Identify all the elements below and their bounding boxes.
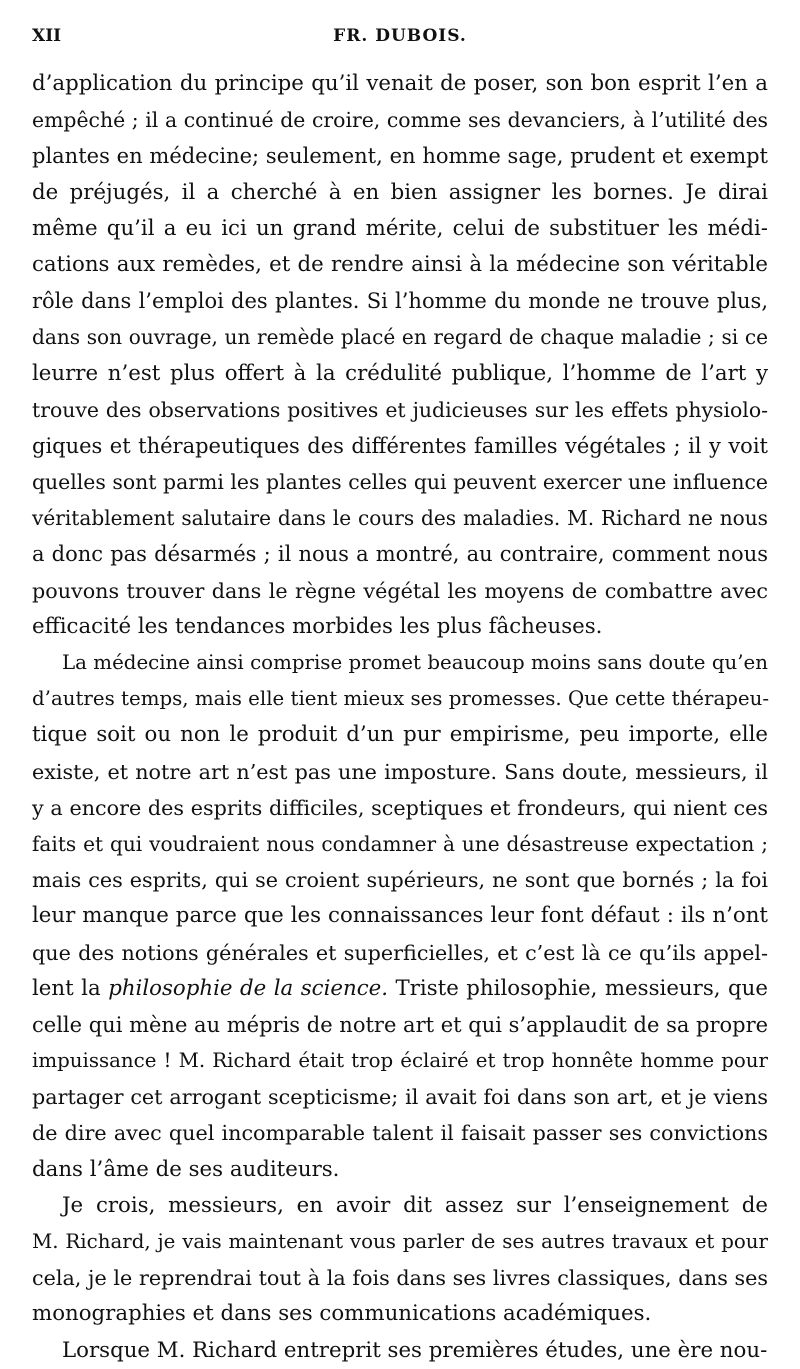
text-line: quelles sont parmi les plantes celles qui peuvent exercer une influence (32, 470, 768, 495)
text-line: plantes en médecine; seulement, en homme sage, prudent et exempt (32, 144, 768, 169)
text-line: partager cet arrogant scepticisme; il avait foi dans son art, et je viens (32, 1085, 768, 1110)
text-line: impuissance ! M. Richard était trop éclairé et trop honnête homme pour (32, 1049, 768, 1073)
text-line: existe, et notre art n’est pas une imposture. Sans doute, messieurs, il (32, 759, 768, 784)
text-line: leur manque parce que les connaissances leur font défaut : ils n’ont (32, 903, 768, 929)
text-line: giques et thérapeutiques des différentes familles végétales ; il y voit (32, 433, 768, 458)
text-line: leurre n’est plus offert à la crédulité publique, l’homme de l’art y (32, 360, 768, 386)
page-number: XII (32, 26, 62, 46)
running-header (32, 26, 768, 50)
text-line: tique soit ou non le produit d’un pur empirisme, peu importe, elle (32, 722, 768, 748)
text-line: de préjugés, il a cherché à en bien assigner les bornes. Je dirai (32, 179, 768, 205)
text-line: rôle dans l’emploi des plantes. Si l’homme du monde ne trouve plus, (32, 289, 768, 314)
text-line: d’application du principe qu’il venait de poser, son bon esprit l’en a (32, 71, 768, 96)
text-line: de dire avec quel incomparable talent il faisait passer ses convictions (32, 1121, 768, 1146)
text-line: a donc pas désarmés ; il nous a montré, au contraire, comment nous (32, 542, 768, 567)
text-line (32, 971, 768, 1007)
text-line: dans l’âme de ses auditeurs. (32, 1156, 340, 1182)
text-line: trouve des observations positives et judicieuses sur les effets physiolo- (32, 397, 768, 422)
text-line: Lorsque M. Richard entreprit ses premières études, une ère nou- (62, 1337, 768, 1363)
text-line: empêché ; il a continué de croire, comme ses devanciers, à l’utilité des (32, 108, 768, 133)
text-line: celle qui mène au mépris de notre art et qui s’applaudit de sa propre (32, 1012, 769, 1037)
text-line: pouvons trouver dans le règne végétal les moyens de combattre avec (32, 578, 768, 603)
text-line: monographies et dans ses communications académiques. (32, 1301, 652, 1327)
text-line: dans son ouvrage, un remède placé en regard de chaque maladie ; si ce (32, 325, 768, 350)
text-line: cations aux remèdes, et de rendre ainsi à la médecine son véritable (32, 251, 768, 277)
text-line: y a encore des esprits difficiles, sceptiques et frondeurs, qui nient ces (32, 795, 768, 820)
text-run: Triste philosophie, messieurs, que (388, 975, 768, 1001)
text-line: Je crois, messieurs, en avoir dit assez sur l’enseignement de (62, 1192, 768, 1218)
text-line: d’autres temps, mais elle tient mieux ses promesses. Que cette thérapeu- (32, 687, 770, 711)
text-line: faits et qui voudraient nous condamner à une désastreuse expectation ; (32, 831, 768, 856)
text-line: cela, je le reprendrai tout à la fois dans ses livres classiques, dans ses (32, 1266, 768, 1291)
text-line: La médecine ainsi comprise promet beaucoup moins sans doute qu’en (62, 651, 768, 674)
text-run: lent la (32, 975, 109, 1001)
text-line: que des notions générales et superficielles, et c’est là ce qu’ils appel- (32, 940, 768, 965)
running-title: FR. DUBOIS. (333, 26, 467, 46)
text-line: véritablement salutaire dans le cours des maladies. M. Richard ne nous (32, 506, 768, 531)
text-line: mais ces esprits, qui se croient supérieurs, ne sont que bornés ; la foi (32, 868, 768, 893)
text-line: efficacité les tendances morbides les plus fâcheuses. (32, 613, 603, 639)
body-text (32, 66, 768, 1369)
italic-phrase: philosophie de la science. (108, 975, 389, 1001)
text-line: même qu’il a eu ici un grand mérite, celui de substituer les médi- (32, 215, 768, 241)
text-line: M. Richard, je vais maintenant vous parler de ses autres travaux et pour (32, 1230, 768, 1253)
